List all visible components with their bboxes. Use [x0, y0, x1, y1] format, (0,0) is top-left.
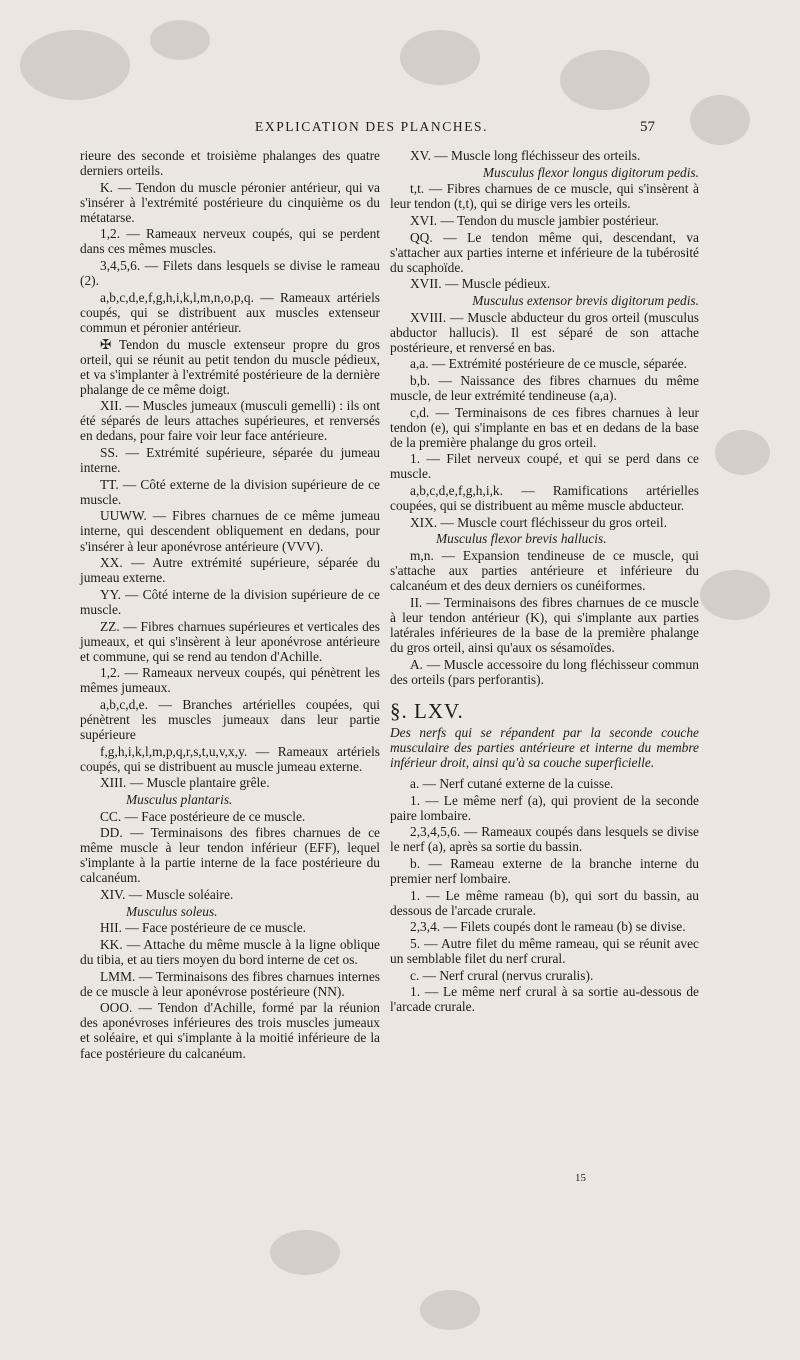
paper-stain: [400, 30, 480, 85]
paragraph: 1. — Le même nerf crural à sa sortie au-dessous de l'arcade crurale.: [390, 984, 699, 1015]
paragraph: 1,2. — Rameaux nerveux coupés, qui se perdent dans ces mêmes muscles.: [80, 226, 380, 257]
paragraph: 1,2. — Rameaux nerveux coupés, qui pénètrent les mêmes jumeaux.: [80, 665, 380, 696]
paragraph: m,n. — Expansion tendineuse de ce muscle, qui s'attache aux parties antérieure et inférieure du calcanéum et des deux derniers os cunéiformes.: [390, 548, 699, 594]
paragraph: KK. — Attache du même muscle à la ligne oblique du tibia, et au tiers moyen du bord interne de cet os.: [80, 937, 380, 968]
latin-name: Musculus flexor longus digitorum pedis.: [482, 164, 699, 180]
paragraph: UUWW. — Fibres charnues de ce même jumeau interne, qui descendent obliquement en dedans, pour s'insérer à leur aponévrose antérieure (VVV).: [80, 508, 380, 554]
paragraph: K. — Tendon du muscle péronier antérieur, qui va s'insérer à l'extrémité postérieure du cinquième os du métatarse.: [80, 179, 380, 225]
paragraph: a. — Nerf cutané externe de la cuisse.: [410, 775, 614, 791]
paragraph: DD. — Terminaisons des fibres charnues de ce même muscle à leur tendon inférieur (EFF), lequel s'implante à la partie interne de la face postérieure du calcanéum.: [80, 825, 380, 886]
paragraph: A. — Muscle accessoire du long fléchisseur commun des orteils (pars perforantis).: [390, 656, 699, 687]
paragraph: XIV. — Muscle soléaire.: [100, 887, 234, 903]
paragraph: b,b. — Naissance des fibres charnues du même muscle, de leur extrémité tendineuse (a,a).: [390, 373, 699, 404]
paragraph: c. — Nerf crural (nervus cruralis).: [410, 967, 594, 983]
paragraph: b. — Rameau externe de la branche interne du premier nerf lombaire.: [390, 855, 699, 886]
paragraph: SS. — Extrémité supérieure, séparée du jumeau interne.: [80, 445, 380, 476]
paragraph: 1. — Filet nerveux coupé, et qui se perd dans ce muscle.: [390, 451, 699, 482]
paragraph: 3,4,5,6. — Filets dans lesquels se divise le rameau (2).: [80, 258, 380, 289]
paragraph: 2,3,4. — Filets coupés dont le rameau (b) se divise.: [410, 919, 686, 935]
paragraph: 1. — Le même nerf (a), qui provient de la seconde paire lombaire.: [390, 792, 699, 823]
paragraph: LMM. — Terminaisons des fibres charnues internes de ce muscle à leur aponévrose postérieure (NN).: [80, 968, 380, 999]
running-head: [0, 119, 800, 139]
paragraph: QQ. — Le tendon même qui, descendant, va s'attacher aux parties interne et inférieure de la tubérosité du scaphoïde.: [390, 229, 699, 275]
signature-mark: 15: [575, 1172, 586, 1184]
latin-name: Musculus flexor brevis hallucis.: [436, 531, 607, 547]
page-title: EXPLICATION DES PLANCHES.: [255, 119, 489, 134]
paragraph: XIII. — Muscle plantaire grêle.: [100, 775, 270, 791]
paragraph: II. — Terminaisons des fibres charnues de ce muscle à leur tendon antérieur (K), qui s'implante aux parties latérales inférieures de la base de la première phalange du gros orteil, ainsi qu'aux os sésamoïdes.: [390, 594, 699, 655]
paragraph: XVIII. — Muscle abducteur du gros orteil (musculus abductor hallucis). Il est séparé de son attache postérieure, et renversé en bas.: [390, 309, 699, 355]
section-summary: Des nerfs qui se répandent par la seconde couche musculaire des parties antérieure et interne du membre inférieur droit, ainsi qu'à sa couche superficielle.: [390, 724, 699, 770]
paragraph: 5. — Autre filet du même rameau, qui se réunit avec un semblable filet du nerf crural.: [390, 935, 699, 966]
paper-stain: [700, 570, 770, 620]
paper-stain: [560, 50, 650, 110]
paper-stain: [20, 30, 130, 100]
paper-stain: [420, 1290, 480, 1330]
paragraph: XII. — Muscles jumeaux (musculi gemelli) : ils ont été séparés de leurs attaches supérieures, et renversés en dedans, pour faire voir leur face antérieure.: [80, 398, 380, 444]
paper-stain: [270, 1230, 340, 1275]
paragraph: f,g,h,i,k,l,m,p,q,r,s,t,u,v,x,y. — Rameaux artériels coupés, qui se distribuent au muscle jumeau externe.: [80, 743, 380, 774]
latin-name: Musculus soleus.: [126, 903, 218, 919]
section-title: §. LXV.: [390, 698, 464, 723]
paragraph: c,d. — Terminaisons de ces fibres charnues à leur tendon (e), qui s'implante en bas et en dedans de la base de la première phalange du gros orteil.: [390, 404, 699, 450]
paragraph: XX. — Autre extrémité supérieure, séparée du jumeau externe.: [80, 555, 380, 586]
paragraph: 1. — Le même rameau (b), qui sort du bassin, au dessous de l'arcade crurale.: [390, 887, 699, 918]
paragraph: a,b,c,d,e,f,g,h,i,k. — Ramifications artérielles coupées, qui se distribuent au même muscle abducteur.: [390, 483, 699, 514]
paragraph: a,a. — Extrémité postérieure de ce muscle, séparée.: [410, 356, 687, 372]
paragraph: ✠ Tendon du muscle extenseur propre du gros orteil, qui se réunit au petit tendon du muscle pédieux, et va s'implanter à l'extrémité postérieure de la dernière phalange de ce même doigt.: [80, 336, 380, 397]
paragraph: rieure des seconde et troisième phalanges des quatre derniers orteils.: [80, 148, 380, 179]
paragraph: TT. — Côté externe de la division supérieure de ce muscle.: [80, 476, 380, 507]
latin-name: Musculus plantaris.: [126, 792, 233, 808]
paragraph: XVII. — Muscle pédieux.: [410, 276, 551, 292]
paragraph: XVI. — Tendon du muscle jambier postérieur.: [410, 212, 659, 228]
paragraph: t,t. — Fibres charnues de ce muscle, qui s'insèrent à leur tendon (t,t), qui se dirige vers les orteils.: [390, 181, 699, 212]
latin-name: Musculus extensor brevis digitorum pedis.: [472, 292, 699, 308]
paragraph: CC. — Face postérieure de ce muscle.: [100, 808, 306, 824]
paragraph: YY. — Côté interne de la division supérieure de ce muscle.: [80, 586, 380, 617]
paragraph: XV. — Muscle long fléchisseur des orteils.: [410, 148, 641, 163]
left-column: [80, 148, 380, 1061]
paragraph: XIX. — Muscle court fléchisseur du gros orteil.: [410, 514, 667, 530]
page-number: 57: [640, 119, 655, 135]
paragraph: ZZ. — Fibres charnues supérieures et verticales des jumeaux, et qui s'insèrent à leur aponévrose antérieure et commune, qui se rend au tendon d'Achille.: [80, 618, 380, 664]
right-column: [390, 148, 699, 1014]
paragraph: 2,3,4,5,6. — Rameaux coupés dans lesquels se divise le nerf (a), après sa sortie du bassin.: [390, 824, 699, 855]
paragraph: a,b,c,d,e. — Branches artérielles coupées, qui pénètrent les muscles jumeaux dans leur partie supérieure: [80, 696, 380, 743]
paper-stain: [150, 20, 210, 60]
paragraph: OOO. — Tendon d'Achille, formé par la réunion des aponévroses inférieures des trois muscles jumeaux et soléaire, et qui s'implante à la moitié inférieure de la face postérieure du calcanéum.: [80, 1000, 380, 1061]
paragraph: HII. — Face postérieure de ce muscle.: [100, 920, 306, 936]
paper-stain: [715, 430, 770, 475]
paragraph: a,b,c,d,e,f,g,h,i,k,l,m,n,o,p,q. — Rameaux artériels coupés, qui se distribuent aux muscles extenseur commun et péronier antérieur.: [80, 289, 380, 335]
